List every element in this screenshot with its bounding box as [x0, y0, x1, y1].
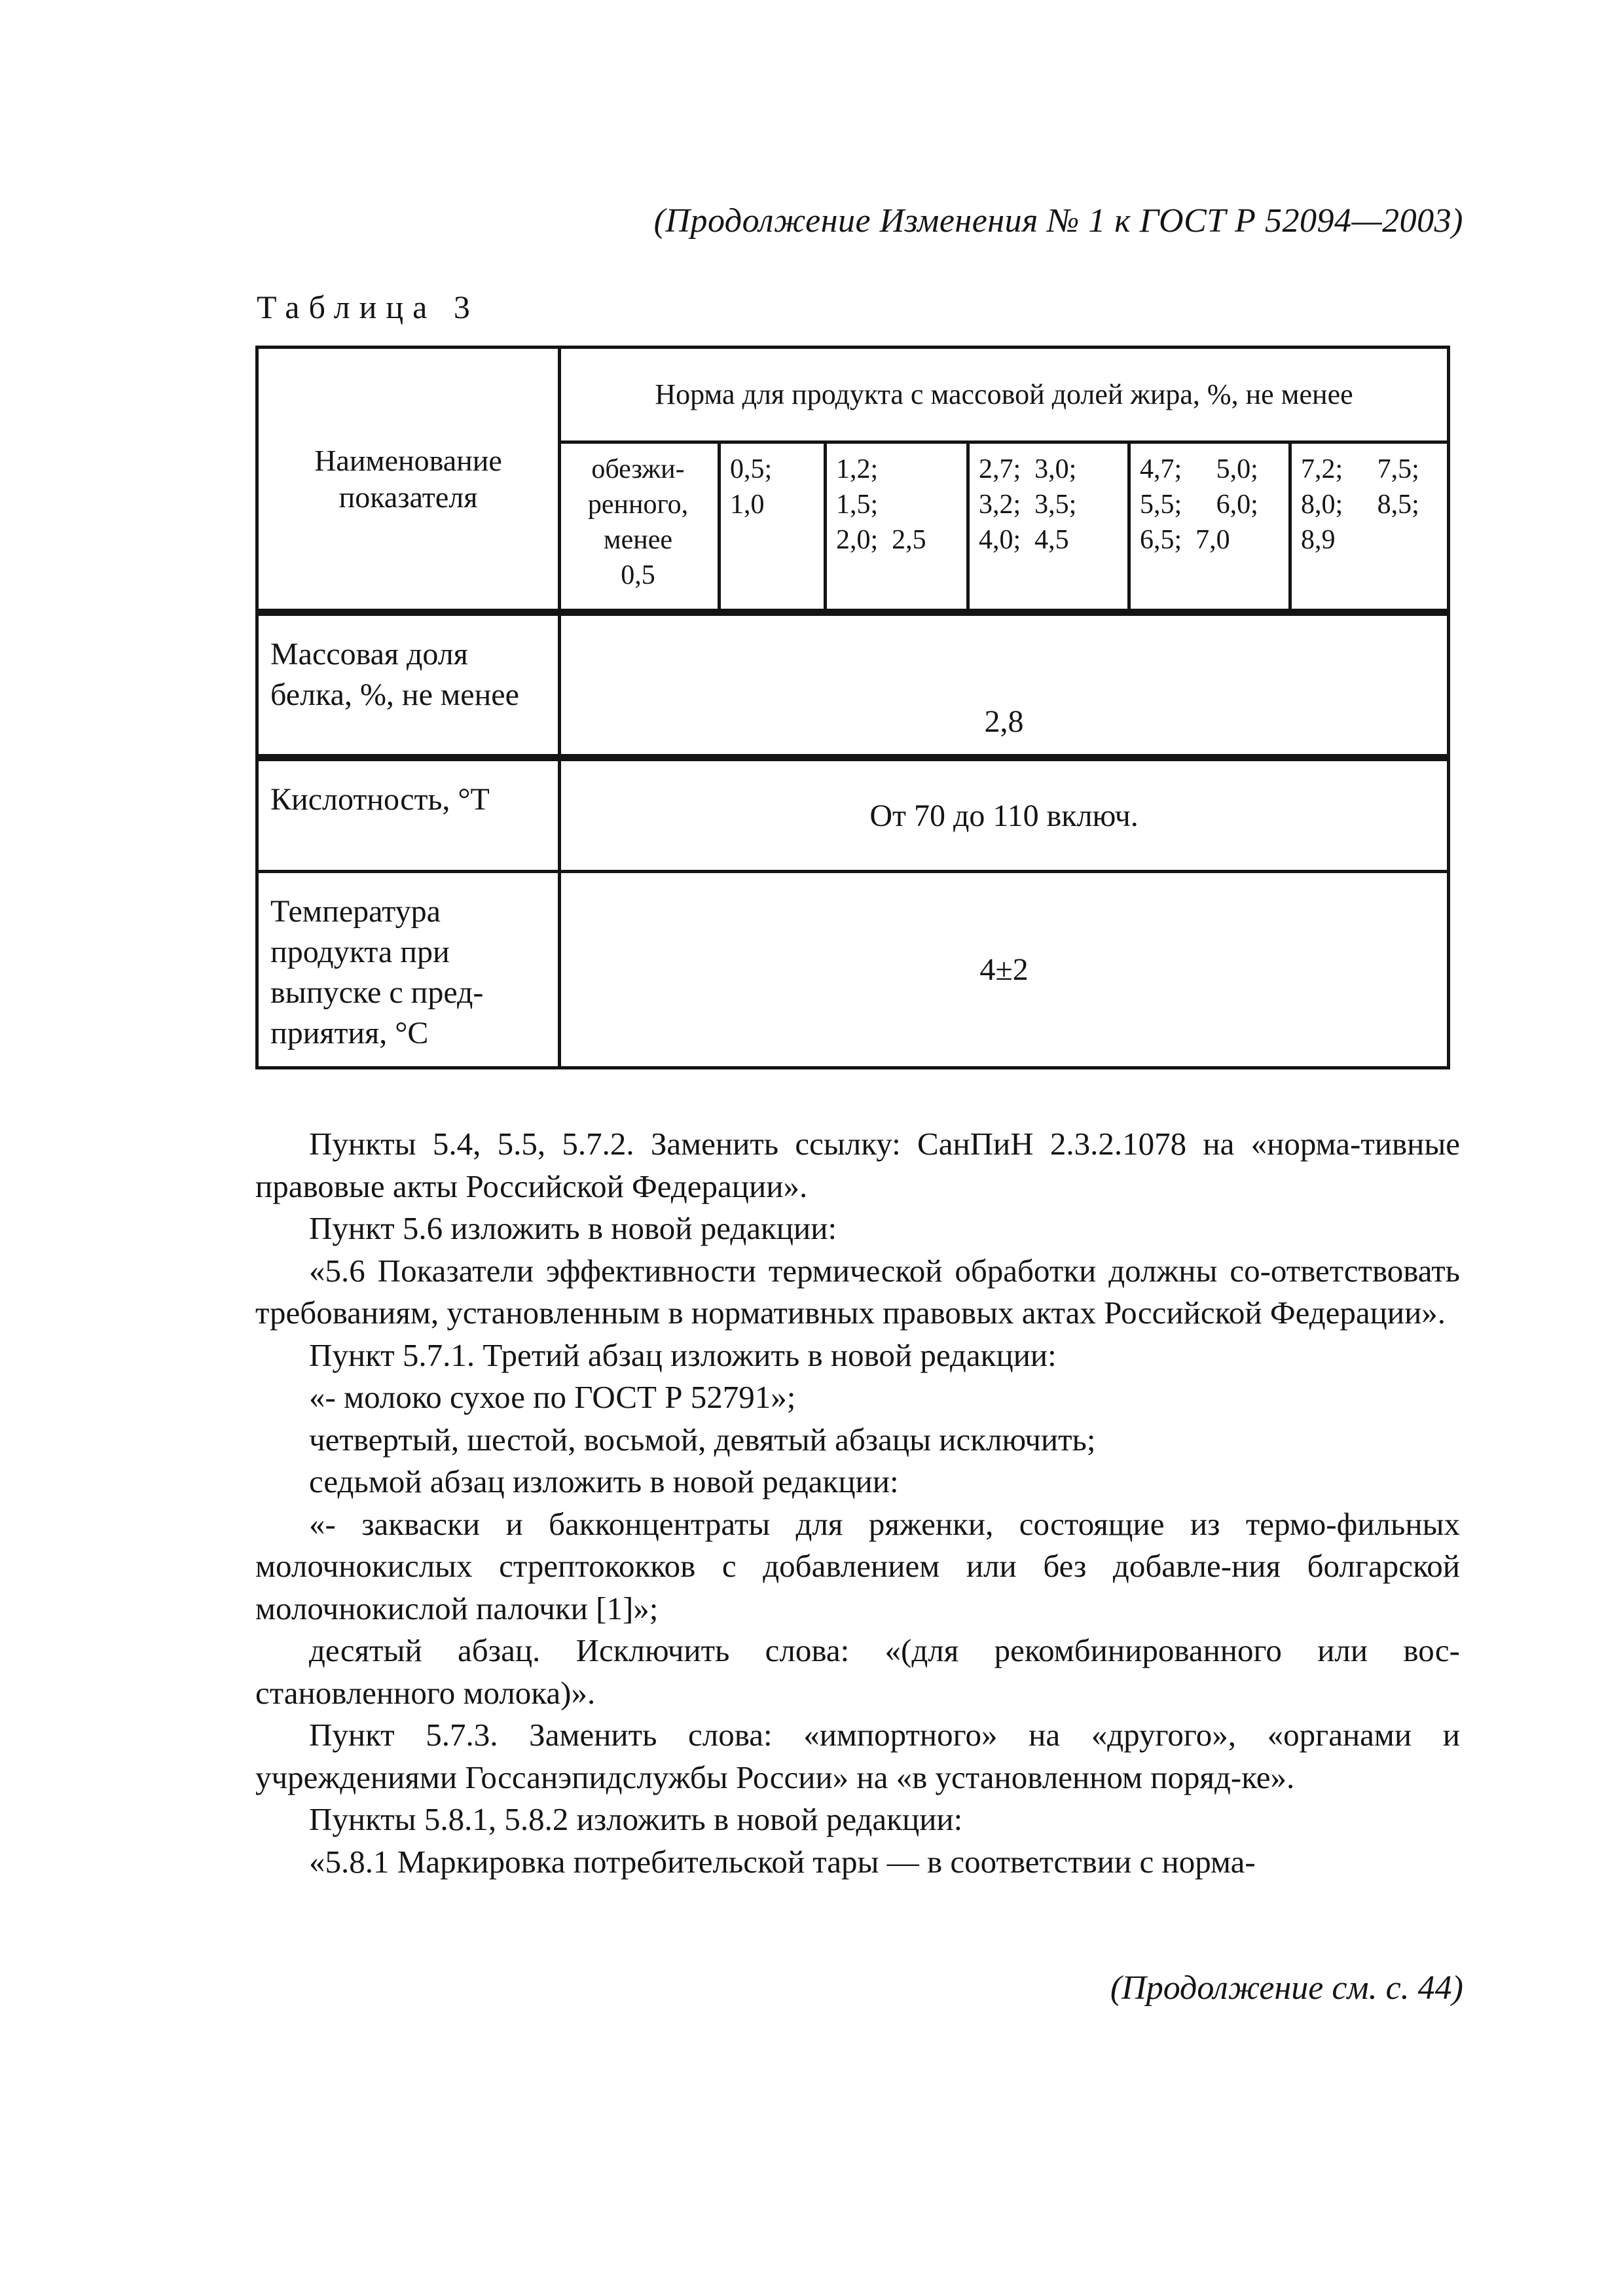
paragraph: «5.8.1 Маркировка потребительской тары — в соответствии с норма- [309, 1843, 1256, 1880]
table-row [257, 758, 1449, 872]
paragraph: Пункт 5.7.1. Третий абзац изложить в новой редакции: [309, 1336, 1057, 1373]
row-name-acidity: Кислотность, °Т [257, 758, 560, 872]
table-row [257, 613, 1449, 758]
continuation-footer: (Продолжение см. с. 44) [1110, 1969, 1463, 2007]
paragraph: седьмой абзац изложить в новой редакции: [309, 1463, 899, 1499]
paragraph: «5.6 Показатели эффективности термической обработки должны со-ответствовать требованиям, установленным в нормативных правовых актах Российской Федерации». [255, 1252, 1460, 1331]
subheader-fat-5: 7,2; 7,5; 8,0; 8,5; 8,9 [1290, 442, 1449, 613]
paragraph: Пункты 5.8.1, 5.8.2 изложить в новой редакции: [309, 1801, 963, 1837]
column-header-norm: Норма для продукта с массовой долей жира, %, не менее [560, 348, 1449, 442]
norms-table [255, 346, 1450, 1069]
table-caption: Таблица 3 [257, 289, 479, 325]
paragraph: «- молоко сухое по ГОСТ Р 52791»; [309, 1379, 796, 1415]
row-name-protein: Массовая доля белка, %, не менее [257, 613, 560, 758]
paragraph: четвертый, шестой, восьмой, девятый абзацы исключить; [309, 1421, 1096, 1458]
paragraph: десятый абзац. Исключить слова: «(для рекомбинированного или вос-становленного молока)». [255, 1632, 1460, 1711]
subheader-fat-2: 1,2; 1,5; 2,0; 2,5 [826, 442, 968, 613]
column-header-name: Наименование показателя [257, 348, 560, 613]
paragraph: Пункты 5.4, 5.5, 5.7.2. Заменить ссылку: СанПиН 2.3.2.1078 на «норма-тивные правовые акты Российской Федерации». [255, 1126, 1460, 1204]
continuation-header: (Продолжение Изменения № 1 к ГОСТ Р 52094—2003) [653, 202, 1463, 240]
body-text [255, 1123, 1460, 1883]
subheader-fat-4: 4,7; 5,0; 5,5; 6,0; 6,5; 7,0 [1129, 442, 1290, 613]
row-value-protein: 2,8 [560, 613, 1449, 758]
subheader-fat-1: 0,5; 1,0 [720, 442, 826, 613]
paragraph: Пункт 5.7.3. Заменить слова: «импортного» на «другого», «органами и учреждениями Госсанэпидслужбы России» на «в установленном поряд-ке». [255, 1717, 1460, 1795]
subheader-fat-3: 2,7; 3,0; 3,2; 3,5; 4,0; 4,5 [968, 442, 1129, 613]
row-name-temperature: Температура продукта при выпуске с пред-приятия, °С [257, 872, 560, 1068]
paragraph: Пункт 5.6 изложить в новой редакции: [309, 1210, 837, 1246]
subheader-fat-0: обезжи- ренного, менее 0,5 [560, 442, 720, 613]
table-row [257, 872, 1449, 1068]
row-value-temperature: 4±2 [560, 872, 1449, 1068]
row-value-acidity: От 70 до 110 включ. [560, 758, 1449, 872]
paragraph: «- закваски и бакконцентраты для ряженки, состоящие из термо-фильных молочнокислых стрептококков с добавлением или без добавле-ния болгарской молочнокислой палочки [1]»; [255, 1505, 1460, 1626]
